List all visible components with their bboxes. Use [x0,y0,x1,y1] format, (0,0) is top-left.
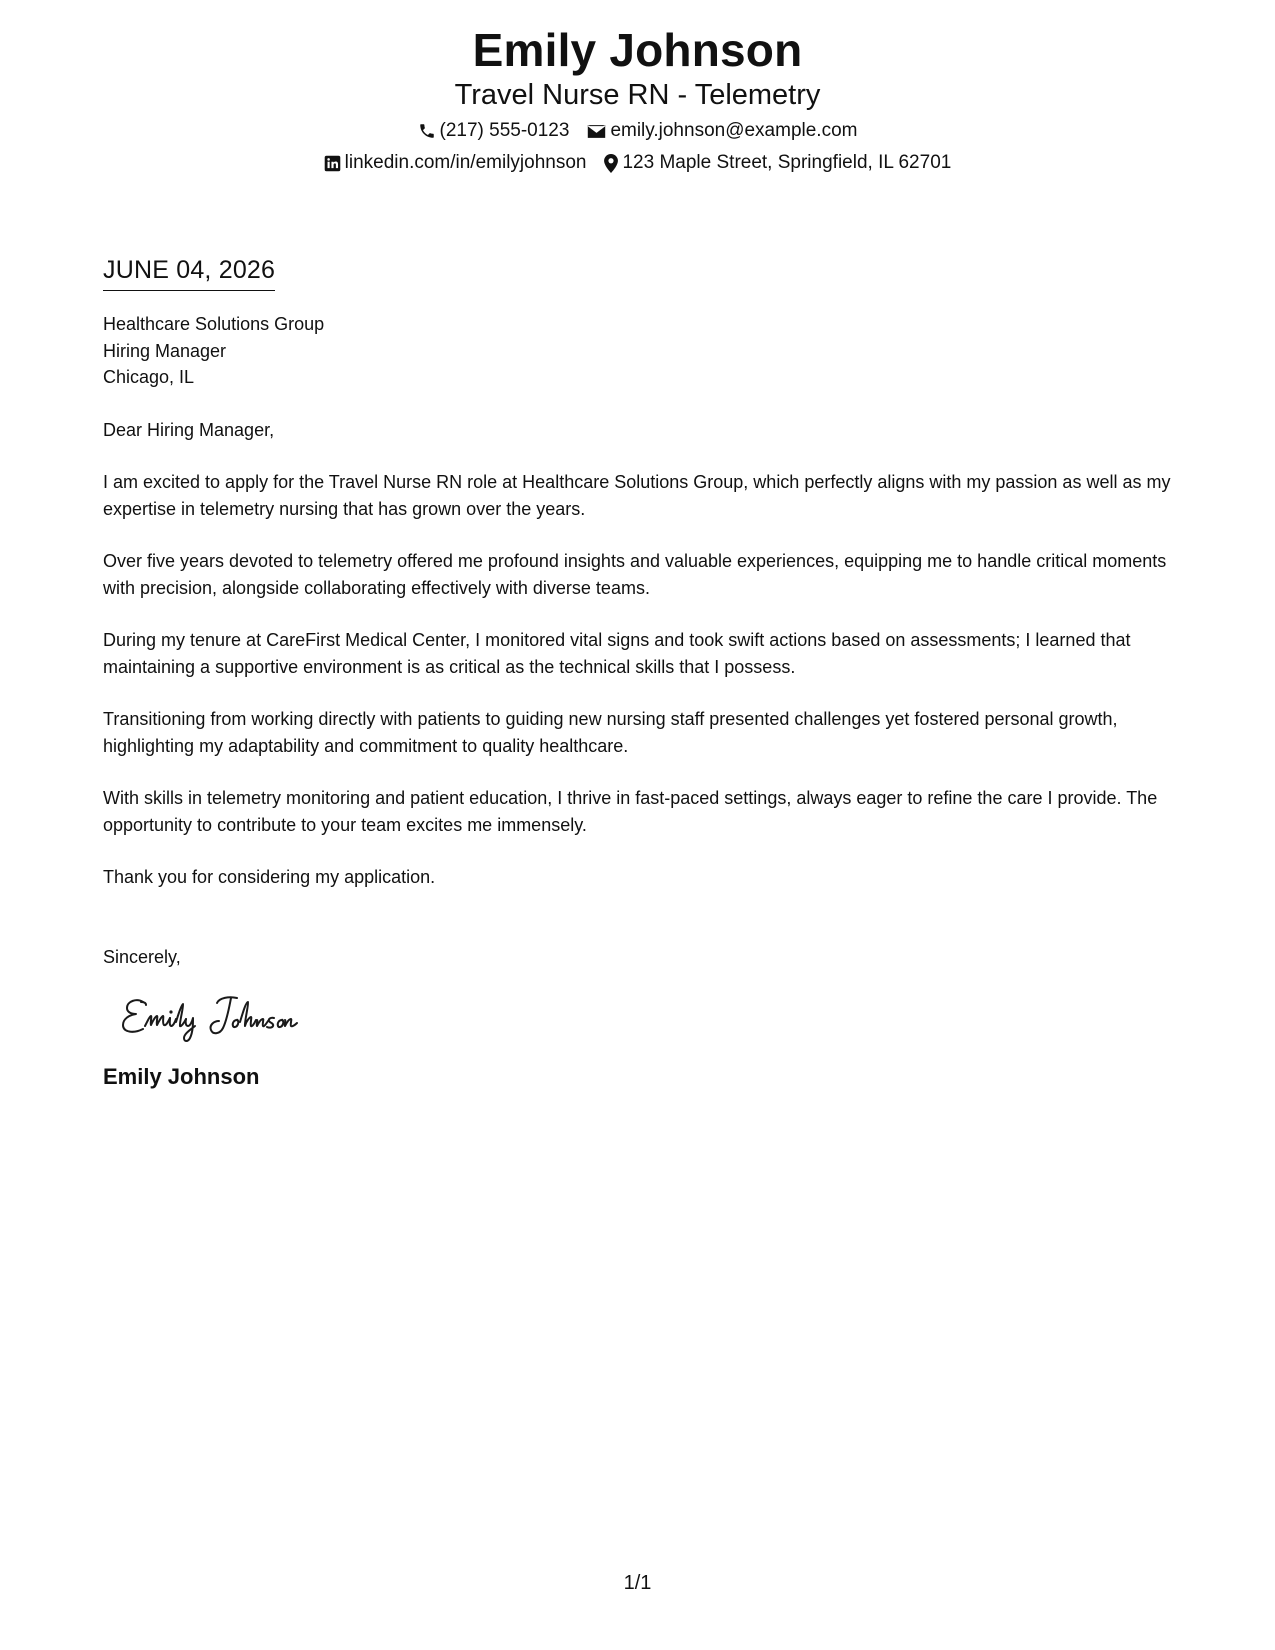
contact-linkedin [324,150,587,176]
handwritten-signature [119,986,359,1050]
signer-name: Emily Johnson [103,1064,260,1089]
paragraph-growth: Transitioning from working directly with patients to guiding new nursing staff presented challenges yet fostered personal growth, highlighting my adaptability and commitment to quality healthcare. [103,709,1118,756]
contact-address [604,150,951,176]
street-address: 123 Maple Street, Springfield, IL 62701 [622,152,952,173]
paragraph-intro: I am excited to apply for the Travel Nurse RN role at Healthcare Solutions Group, which perfectly aligns with my passion as well as my expertise in telemetry nursing that has grown over the years. [103,472,1171,519]
contact-row-secondary [0,150,1275,176]
applicant-name: Emily Johnson [472,24,803,76]
linkedin-icon [324,155,341,172]
contact-row-primary [0,118,1275,144]
linkedin-url[interactable]: linkedin.com/in/emilyjohnson [344,152,587,173]
letter-body [103,254,1173,1092]
contact-phone [418,118,570,144]
email-address[interactable]: emily.johnson@example.com [610,120,858,141]
envelope-icon [587,124,606,139]
map-marker-icon [604,154,618,173]
salutation: Dear Hiring Manager, [103,419,275,440]
phone-number[interactable]: (217) 555-0123 [439,120,570,141]
recipient-location: Chicago, IL [103,367,195,387]
paragraph-thanks: Thank you for considering my application. [103,867,436,887]
contact-email [587,118,857,144]
letter-date: JUNE 04, 2026 [103,254,275,291]
recipient-company: Healthcare Solutions Group [103,314,325,334]
job-title: Travel Nurse RN - Telemetry [454,79,821,111]
paragraph-tenure: During my tenure at CareFirst Medical Center, I monitored vital signs and took swift actions based on assessments; I learned that maintaining a supportive environment is as critical as the technical skills that I possess. [103,630,1131,677]
paragraph-skills: With skills in telemetry monitoring and patient education, I thrive in fast-paced settings, always eager to refine the care I provide. The opportunity to contribute to your team excites me immensely. [103,788,1158,835]
paragraph-experience: Over five years devoted to telemetry offered me profound insights and valuable experiences, equipping me to handle critical moments with precision, alongside collaborating effectively with diverse teams. [103,551,1167,598]
recipient-block [103,311,1173,391]
page-number: 1/1 [623,1572,652,1594]
letter-header [0,22,1275,176]
closing: Sincerely, [103,946,181,967]
recipient-role: Hiring Manager [103,340,227,361]
phone-icon [418,122,436,140]
